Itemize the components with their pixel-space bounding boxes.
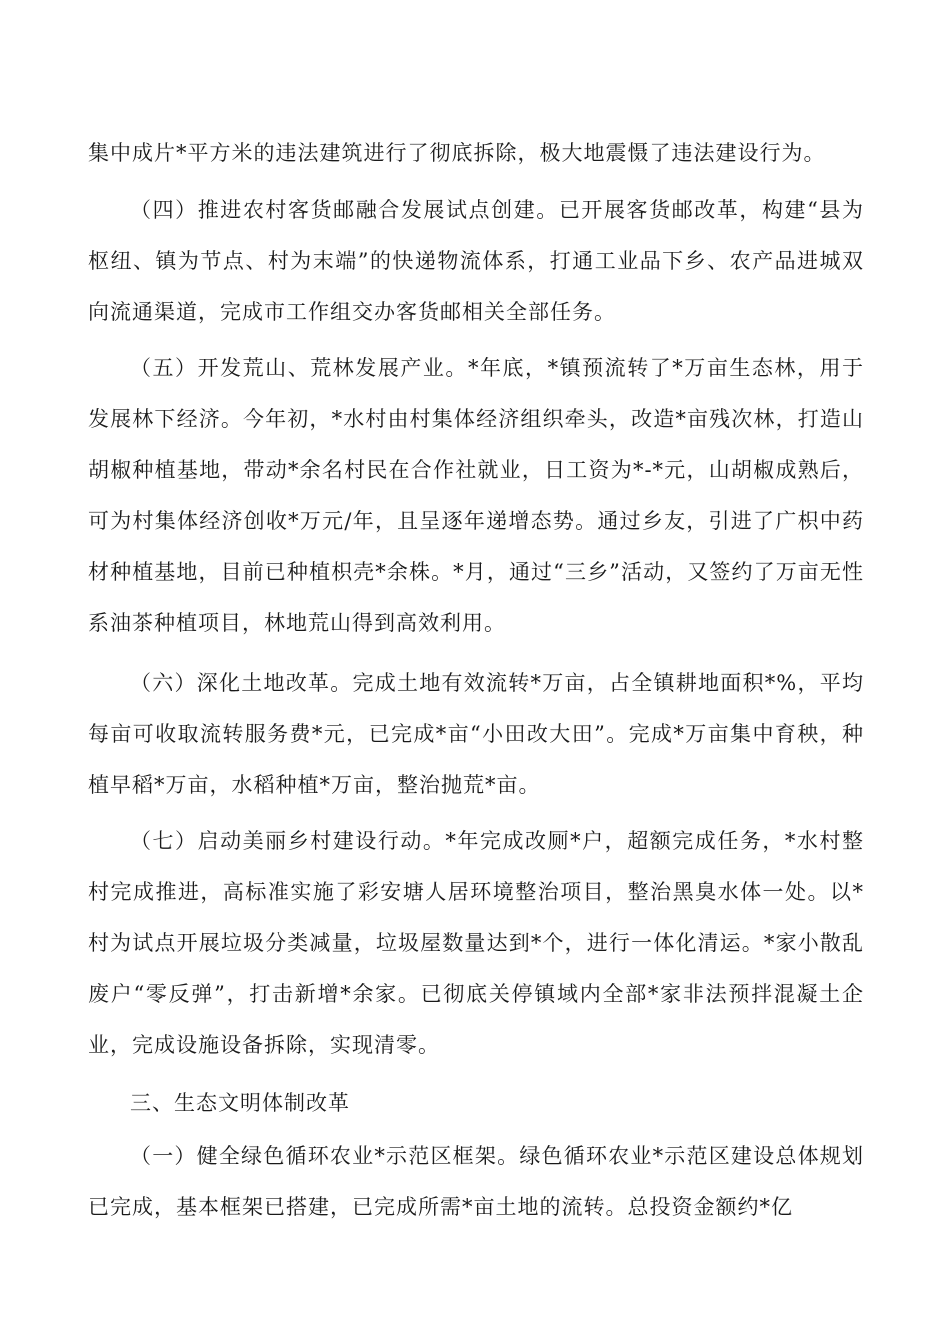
paragraph-section-7: （七）启动美丽乡村建设行动。*年完成改厕*户，超额完成任务，*水村整村完成推进，高标准实施了彩安塘人居环境整治项目，整治黑臭水体一处。以*村为试点开展垃圾分类减量，垃圾屋数量达到*个，进行一体化清运。*家小散乱废户“零反弹”，打击新增*余家。已彻底关停镇域内全部*家非法预拌混凝土企业，完成设施设备拆除，实现清零。 [88, 829, 864, 1057]
paragraph-continuation: 集中成片*平方米的违法建筑进行了彻底拆除，极大地震慑了违法建设行为。 [88, 141, 826, 165]
heading-part-3: 三、生态文明体制改革 [130, 1091, 350, 1115]
paragraph-section-4: （四）推进农村客货邮融合发展试点创建。已开展客货邮改革，构建“县为枢纽、镇为节点、村为末端”的快递物流体系，打通工业品下乡、农产品进城双向流通渠道，完成市工作组交办客货邮相关全部任务。 [88, 198, 864, 324]
paragraph-section-5: （五）开发荒山、荒林发展产业。*年底，*镇预流转了*万亩生态林，用于发展林下经济。今年初，*水村由村集体经济组织牵头，改造*亩残次林，打造山胡椒种植基地，带动*余名村民在合作社就业，日工资为*-*元，山胡椒成熟后，可为村集体经济创收*万元/年，且呈逐年递增态势。通过乡友，引进了广枳中药材种植基地，目前已种植枳壳*余株。*月，通过“三乡”活动，又签约了万亩无性系油茶种植项目，林地荒山得到高效利用。 [88, 356, 864, 635]
paragraph-section-6: （六）深化土地改革。完成土地有效流转*万亩，占全镇耕地面积*%，平均每亩可收取流转服务费*元，已完成*亩“小田改大田”。完成*万亩集中育秧，种植早稻*万亩，水稻种植*万亩，整治抛荒*亩。 [88, 671, 864, 797]
paragraph-part-3-section-1: （一）健全绿色循环农业*示范区框架。绿色循环农业*示范区建设总体规划已完成，基本框架已搭建，已完成所需*亩土地的流转。总投资金额约*亿 [88, 1144, 864, 1219]
